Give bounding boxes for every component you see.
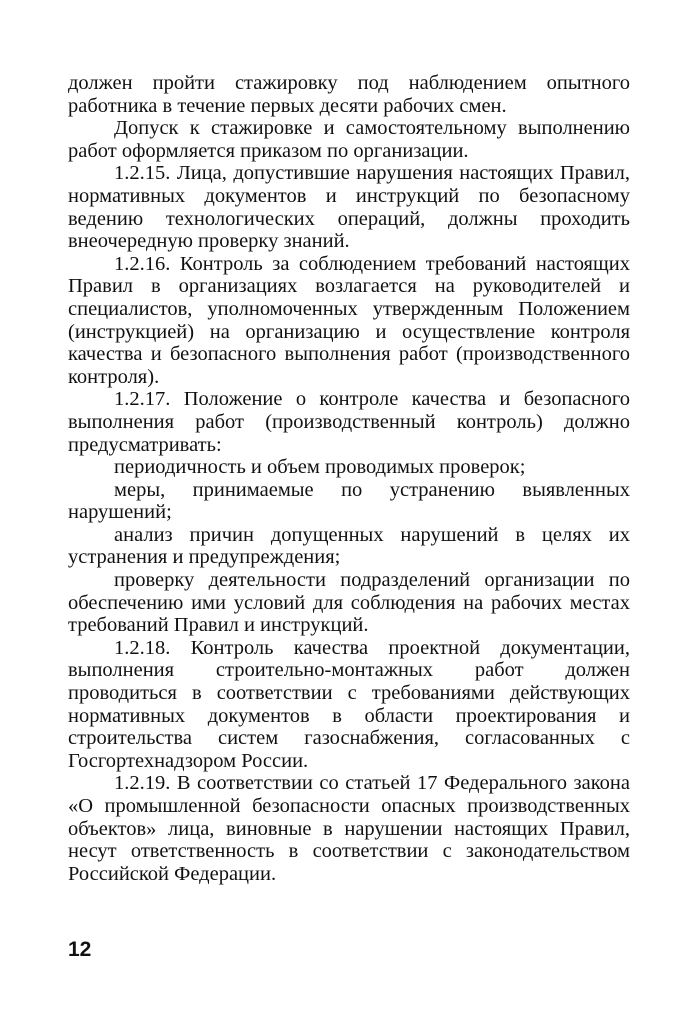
list-item-periodicity: периодичность и объем проводимых проверок; (114, 456, 526, 479)
paragraph-internship-admission: Допуск к стажировке и самостоятельному выполнению работ оформляется приказом по организации. (68, 117, 630, 162)
page-body (68, 72, 630, 885)
paragraph-1-2-17: 1.2.17. Положение о контроле качества и безопасного выполнения работ (производственный контроль) должно предусматривать: (68, 388, 630, 456)
paragraph-1-2-19: 1.2.19. В соответствии со статьей 17 Федерального закона «О промышленной безопасности опасных производственных объектов» лица, виновные в нарушении настоящих Правил, несут ответственность в соответствии с законодательством Российской Федерации. (68, 772, 630, 885)
page-number: 12 (68, 938, 92, 961)
list-item-inspection: проверку деятельности подразделений организации по обеспечению ими условий для соблюдения на рабочих местах требований Правил и инструкций. (68, 569, 630, 637)
list-item-measures: меры, принимаемые по устранению выявленных нарушений; (68, 478, 630, 524)
paragraph-continuation: должен пройти стажировку под наблюдением опытного работника в течение первых десяти рабочих смен. (68, 72, 630, 117)
paragraph-1-2-15: 1.2.15. Лица, допустившие нарушения настоящих Правил, нормативных документов и инструкций по безопасному ведению технологических операций, должны проходить внеочередную проверку знаний. (68, 162, 630, 253)
list-item-analysis: анализ причин допущенных нарушений в целях их устранения и предупреждения; (68, 523, 630, 569)
paragraph-1-2-16: 1.2.16. Контроль за соблюдением требований настоящих Правил в организациях возлагается на руководителей и специалистов, уполномоченных утвержденным Положением (инструкцией) на организацию и осуществление контроля качества и безопасного выполнения работ (производственного контроля). (68, 252, 630, 388)
paragraph-1-2-18: 1.2.18. Контроль качества проектной документации, выполнения строительно-монтажных работ должен проводиться в соответствии с требованиями действующих нормативных документов в области проектирования и строительства систем газоснабжения, согласованных с Госгортехнадзором России. (68, 636, 630, 772)
